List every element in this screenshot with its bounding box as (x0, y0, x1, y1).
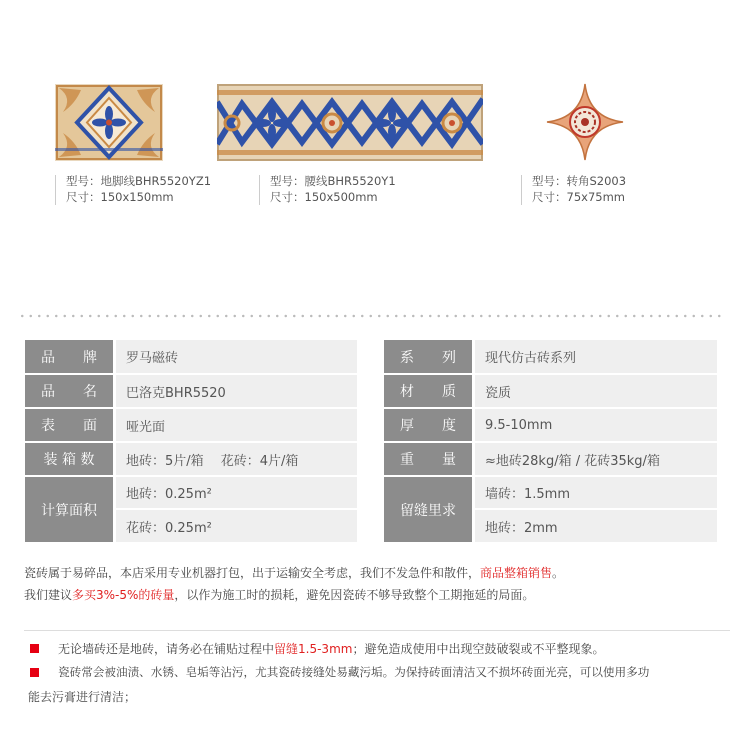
model-label: 型号： (532, 174, 567, 188)
model-label: 型号： (66, 174, 101, 188)
spec-value-area-floor: 地砖：0.25m² (116, 477, 357, 508)
spec-value-material: 瓷质 (475, 375, 717, 407)
size-label: 尺寸： (532, 190, 567, 204)
spec-label-name: 品 名 (25, 375, 113, 407)
model-value: 转角S2003 (566, 174, 627, 188)
spec-value-thickness: 9.5-10mm (475, 409, 717, 441)
size-label: 尺寸： (66, 190, 101, 204)
tip-1 (58, 640, 604, 657)
spec-value-area-flower: 花砖：0.25m² (116, 510, 357, 542)
size-label: 尺寸： (270, 190, 305, 204)
tip-text: 无论墙砖还是地砖，请务必在铺贴过程中 (58, 642, 275, 656)
spec-value-weight: ≈地砖28kg/箱 / 花砖35kg/箱 (475, 443, 717, 475)
product-caption-3 (532, 173, 626, 205)
product-caption-2 (270, 173, 396, 205)
tip-text: ；避免造成使用中出现空鼓破裂或不平整现象。 (352, 642, 605, 656)
tip-2-line-1: 瓷砖常会被油渍、水锈、皂垢等沾污，尤其瓷砖接缝处易藏污垢。为保持砖面清洁又不损坏砖面光亮，可以使用多功 (58, 665, 650, 679)
notice-text: 。 (552, 566, 565, 580)
spec-label-material: 材 质 (384, 375, 472, 407)
spec-label-thickness: 厚 度 (384, 409, 472, 441)
notice-line-2 (24, 586, 534, 603)
spec-value-series: 现代仿古砖系列 (475, 340, 717, 373)
notice-highlight: 多买3%-5%的砖量 (72, 588, 175, 602)
section-divider (24, 630, 730, 631)
tip-2-line-2: 能去污膏进行清洁； (28, 690, 137, 704)
size-value: 75x75mm (566, 190, 625, 204)
spec-label-gap: 留缝里求 (384, 477, 472, 542)
notice-text: ，以作为施工时的损耗，避免因瓷砖不够导致整个工期拖延的局面。 (174, 588, 535, 602)
notice-line-1 (24, 564, 564, 581)
spec-value-name: 巴洛克BHR5520 (116, 375, 357, 407)
notice-text: 我们建议 (24, 588, 73, 602)
spec-label-area: 计算面积 (25, 477, 113, 542)
spec-label-surface: 表 面 (25, 409, 113, 441)
tip-highlight: 留缝1.5-3mm (274, 642, 353, 656)
model-value: 地脚线BHR5520YZ1 (100, 174, 212, 188)
notice-highlight: 商品整箱销售 (480, 566, 553, 580)
waistline-tile-image (217, 84, 483, 161)
bullet-square-icon (30, 644, 39, 653)
model-label: 型号： (270, 174, 305, 188)
corner-tile-image (545, 82, 625, 162)
size-value: 150x150mm (100, 190, 174, 204)
spec-label-series: 系 列 (384, 340, 472, 373)
bullet-square-icon (30, 668, 39, 677)
spec-value-surface: 哑光面 (116, 409, 357, 441)
spec-value-brand: 罗马磁砖 (116, 340, 357, 373)
spec-value-gap-floor: 地砖：2mm (475, 510, 717, 542)
product-caption-1 (66, 173, 211, 205)
spec-value-gap-wall: 墙砖：1.5mm (475, 477, 717, 508)
spec-label-packing: 装 箱 数 (25, 443, 113, 475)
notice-text: 瓷砖属于易碎品，本店采用专业机器打包，出于运输安全考虑，我们不发急件和散件， (24, 566, 481, 580)
dotted-divider (18, 314, 726, 318)
caption-divider (521, 175, 522, 205)
spec-label-weight: 重 量 (384, 443, 472, 475)
caption-divider (55, 175, 56, 205)
skirting-tile-image (55, 84, 163, 161)
caption-divider (259, 175, 260, 205)
model-value: 腰线BHR5520Y1 (304, 174, 396, 188)
size-value: 150x500mm (304, 190, 378, 204)
spec-value-packing: 地砖：5片/箱 花砖：4片/箱 (116, 443, 357, 475)
spec-label-brand: 品 牌 (25, 340, 113, 373)
